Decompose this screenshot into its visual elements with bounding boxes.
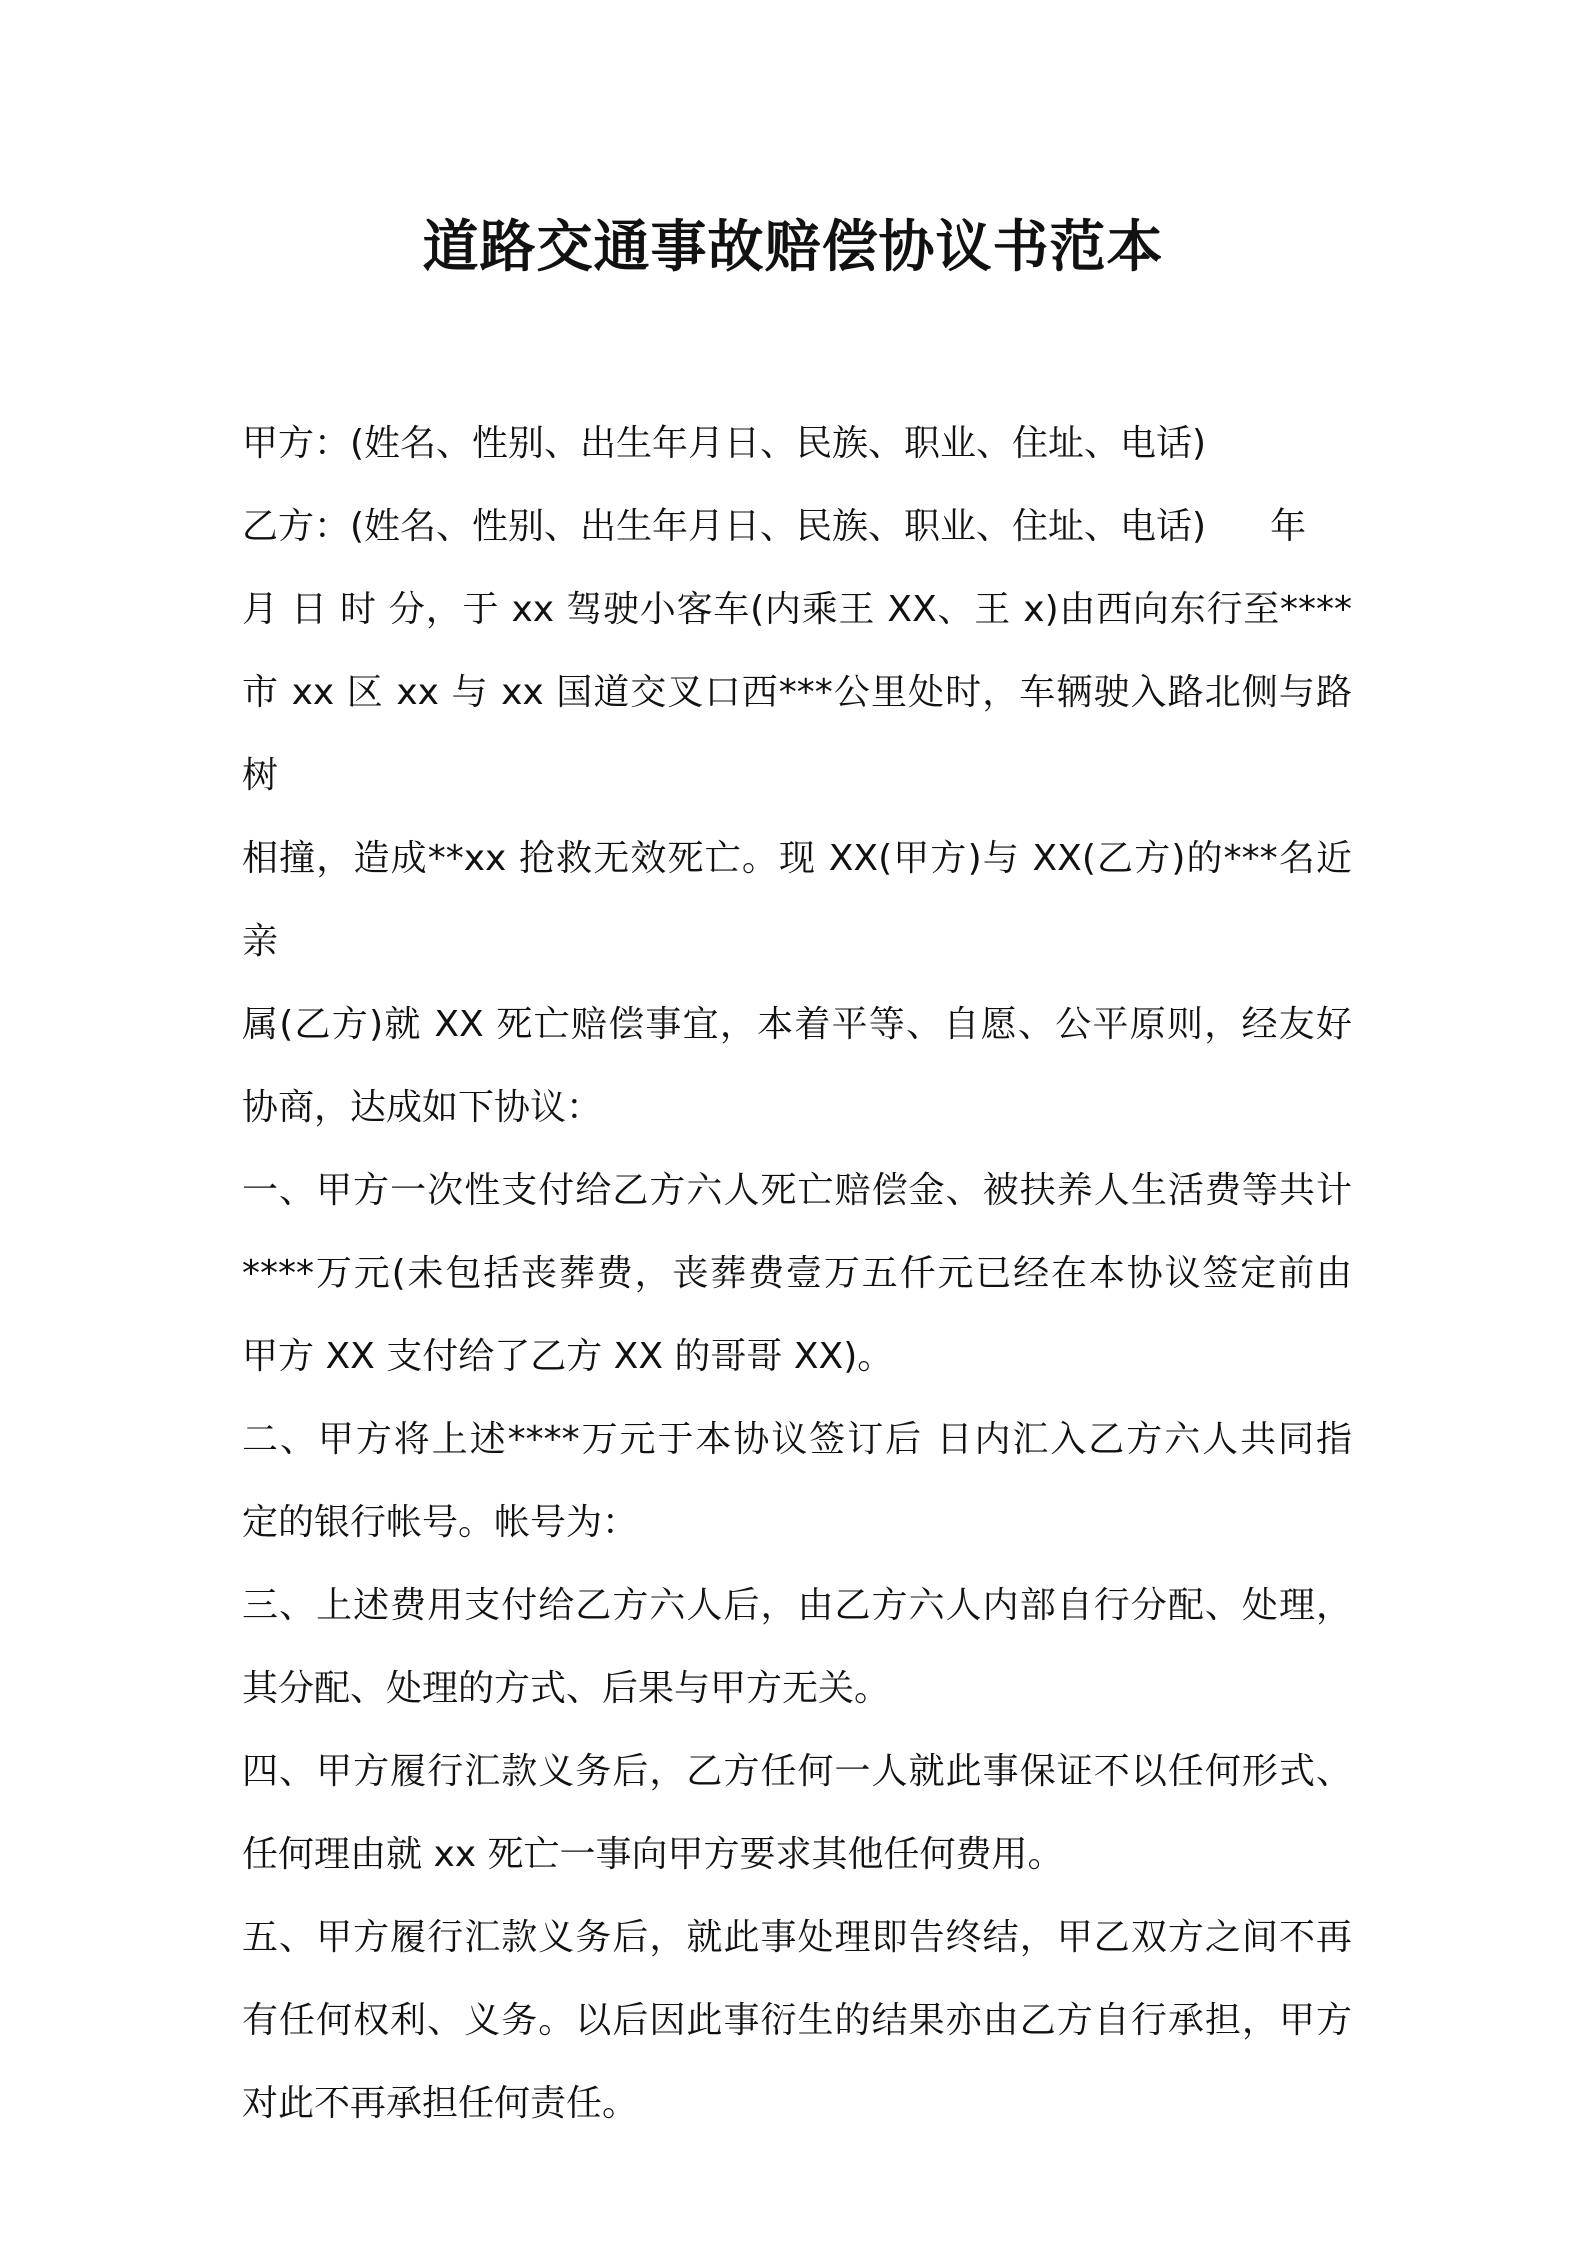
clause-5 [242,1896,1352,2145]
clause-3 [242,1564,1352,1730]
clause-line: 三、上述费用支付给乙方六人后，由乙方六人内部自行分配、处理， [242,1585,1352,1626]
clause-line: 四、甲方履行汇款义务后，乙方任何一人就此事保证不以任何形式、 [242,1751,1352,1792]
clause-line: 其分配、处理的方式、后果与甲方无关。 [242,1668,891,1709]
clause-line: 对此不再承担任何责任。 [242,2083,639,2124]
intro-line: 属(乙方)就 XX 死亡赔偿事宜，本着平等、自愿、公平原则，经友好 [242,1004,1352,1045]
intro-line: 相撞，造成**xx 抢救无效死亡。现 XX(甲方)与 XX(乙方)的***名近亲 [242,838,1352,962]
document-title: 道路交通事故赔偿协议书范本 [422,215,1164,280]
clause-line: ****万元(未包括丧葬费，丧葬费壹万五仟元已经在本协议签定前由 [242,1253,1352,1294]
party-b-text: 乙方：(姓名、性别、出生年月日、民族、职业、住址、电话) [242,506,1207,547]
clause-line: 二、甲方将上述****万元于本协议签订后 日内汇入乙方六人共同指 [242,1419,1352,1460]
clause-1 [242,1149,1352,1398]
clause-line: 定的银行帐号。帐号为： [242,1502,639,1543]
intro-line: 月 日 时 分，于 xx 驾驶小客车(内乘王 XX、王 x)由西向东行至**** [242,589,1352,630]
party-b-tail: 年 [1270,506,1307,547]
clause-line: 甲方 XX 支付给了乙方 XX 的哥哥 XX)。 [242,1336,894,1377]
intro-line: 市 xx 区 xx 与 xx 国道交叉口西***公里处时，车辆驶入路北侧与路树 [242,672,1352,796]
document-body [242,402,1352,2145]
intro-line: 协商，达成如下协议： [242,1087,603,1128]
clause-4 [242,1730,1352,1896]
party-b-line [242,485,1352,568]
clause-2 [242,1398,1352,1564]
clause-line: 一、甲方一次性支付给乙方六人死亡赔偿金、被扶养人生活费等共计 [242,1170,1352,1211]
clause-line: 任何理由就 xx 死亡一事向甲方要求其他任何费用。 [242,1834,1064,1875]
party-a-line: 甲方：(姓名、性别、出生年月日、民族、职业、住址、电话) [242,423,1207,464]
clause-line: 有任何权利、义务。以后因此事衍生的结果亦由乙方自行承担，甲方 [242,2000,1352,2041]
clause-line: 五、甲方履行汇款义务后，就此事处理即告终结，甲乙双方之间不再 [242,1917,1352,1958]
